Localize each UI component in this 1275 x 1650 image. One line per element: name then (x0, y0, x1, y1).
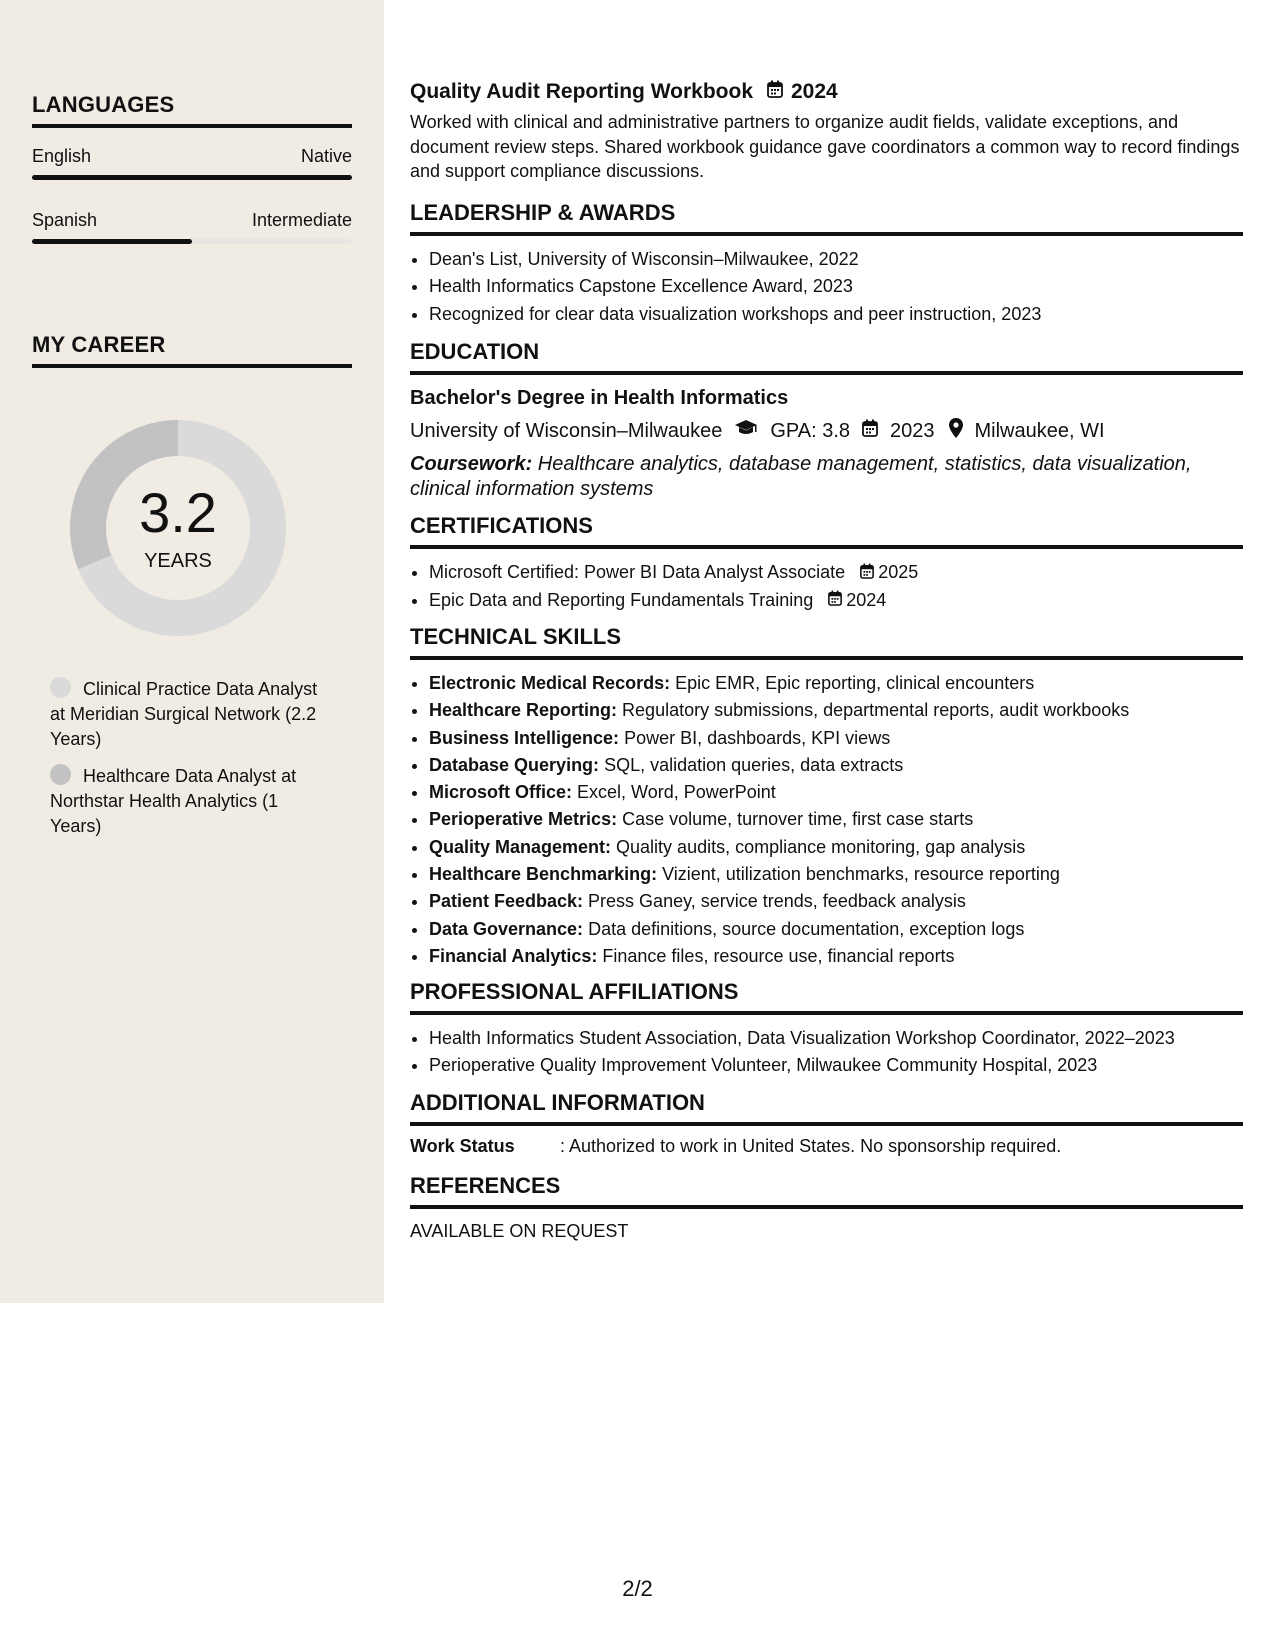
skills-title: TECHNICAL SKILLS (410, 624, 1243, 660)
career-title: MY CAREER (32, 332, 352, 368)
education-title: EDUCATION (410, 339, 1243, 375)
career-legend-item (50, 764, 320, 839)
project-description: Worked with clinical and administrative partners to organize audit fields, validate exceptions, and document review steps. Shared workbook guidance gave coordinators a common way to record findings and support compliance discussions. (410, 112, 1240, 181)
career-legend-label: Healthcare Data Analyst at Northstar Health Analytics (1 Years) (50, 766, 297, 836)
skill-label: Financial Analytics: (429, 945, 598, 966)
coursework (410, 452, 1243, 502)
list-item (429, 806, 1243, 833)
affiliations-title: PROFESSIONAL AFFILIATIONS (410, 979, 1243, 1015)
list-item (429, 697, 1243, 724)
certification-name: Epic Data and Reporting Fundamentals Training (429, 589, 814, 610)
skill-label: Patient Feedback: (429, 891, 584, 912)
skill-text: Excel, Word, PowerPoint (572, 782, 776, 803)
certifications-list (410, 559, 1243, 615)
school-name: University of Wisconsin–Milwaukee (410, 419, 723, 442)
list-item (429, 943, 1243, 970)
certification-year: 2024 (846, 589, 887, 610)
legend-dot-icon (50, 677, 71, 698)
skill-label: Microsoft Office: (429, 782, 573, 803)
project-year: 2024 (791, 80, 838, 103)
list-item: • Dean's List, University of Wisconsin–Milwaukee, 2022 (429, 246, 1243, 273)
skill-label: Healthcare Benchmarking: (429, 864, 658, 885)
calendar-icon (767, 80, 783, 104)
certifications-title: CERTIFICATIONS (410, 513, 1243, 549)
affiliations-list (410, 1025, 1243, 1080)
leadership-list (410, 246, 1243, 328)
skill-text: Case volume, turnover time, first case starts (617, 809, 974, 830)
list-item (429, 916, 1243, 943)
career-section (32, 332, 352, 368)
language-bar-fill (32, 175, 352, 180)
career-donut-chart (64, 414, 292, 642)
skill-label: Data Governance: (429, 918, 584, 939)
project-title-row (410, 80, 838, 104)
languages-title: LANGUAGES (32, 92, 352, 128)
list-item (429, 888, 1243, 915)
list-item (429, 559, 1243, 587)
list-item: • Perioperative Quality Improvement Volunteer, Milwaukee Community Hospital, 2023 (429, 1052, 1243, 1079)
additional-info-title: ADDITIONAL INFORMATION (410, 1090, 1243, 1126)
career-legend-label: Clinical Practice Data Analyst at Meridian Surgical Network (2.2 Years) (50, 679, 318, 749)
coursework-label: Coursework: (410, 453, 533, 475)
work-status-label: Work Status (410, 1136, 515, 1156)
career-legend (50, 677, 320, 851)
skill-label: Quality Management: (429, 836, 612, 857)
language-row (32, 210, 352, 231)
list-item (429, 725, 1243, 752)
skills-list (410, 670, 1243, 970)
coursework-text: Healthcare analytics, database management, statistics, data visualization, clinical information systems (410, 453, 1192, 500)
list-item (429, 779, 1243, 806)
page-number: 2/2 (622, 1576, 653, 1601)
skill-text: Finance files, resource use, financial reports (597, 945, 955, 966)
map-pin-icon (949, 418, 963, 444)
career-legend-item (50, 677, 320, 752)
work-status-row (410, 1136, 1243, 1157)
calendar-icon (828, 587, 842, 614)
language-bar-track (32, 239, 352, 244)
education-details (410, 418, 1243, 444)
list-item (429, 670, 1243, 697)
language-bar-track (32, 175, 352, 180)
additional-info-section (410, 1090, 1243, 1157)
list-item: • Health Informatics Student Association, Data Visualization Workshop Coordinator, 2022–2023 (429, 1025, 1243, 1052)
list-item (429, 834, 1243, 861)
skill-text: Data definitions, source documentation, exception logs (583, 918, 1025, 939)
skill-text: Regulatory submissions, departmental reports, audit workbooks (617, 700, 1130, 721)
list-item (429, 861, 1243, 888)
degree-title: Bachelor's Degree in Health Informatics (410, 387, 789, 409)
references-section (410, 1173, 1243, 1242)
references-title: REFERENCES (410, 1173, 1243, 1209)
skill-text: Epic EMR, Epic reporting, clinical encounters (670, 673, 1035, 693)
leadership-title: LEADERSHIP & AWARDS (410, 200, 1243, 236)
certifications-section (410, 513, 1243, 615)
language-name: Spanish (32, 210, 98, 230)
skill-label: Healthcare Reporting: (429, 700, 618, 721)
calendar-icon (860, 560, 874, 587)
graduation-year: 2023 (890, 419, 935, 442)
list-item: • Health Informatics Capstone Excellence Award, 2023 (429, 273, 1243, 300)
work-status-value: : Authorized to work in United States. No sponsorship required. (560, 1136, 1062, 1156)
sidebar (0, 0, 384, 1303)
skill-label: Perioperative Metrics: (429, 809, 618, 830)
calendar-icon (862, 419, 878, 443)
legend-dot-icon (50, 764, 71, 785)
skill-text: Vizient, utilization benchmarks, resource reporting (657, 864, 1060, 885)
affiliations-section (410, 979, 1243, 1080)
language-level: Native (300, 146, 352, 166)
skill-label: Electronic Medical Records: (429, 673, 671, 693)
skill-text: Press Ganey, service trends, feedback analysis (583, 891, 966, 912)
gpa: GPA: 3.8 (770, 419, 850, 442)
skill-label: Database Querying: (429, 754, 600, 775)
language-row (32, 146, 352, 167)
certification-year: 2025 (878, 562, 919, 582)
list-item (429, 752, 1243, 779)
language-name: English (32, 146, 92, 166)
skills-section (410, 624, 1243, 970)
language-level: Intermediate (251, 210, 352, 230)
skill-label: Business Intelligence: (429, 727, 620, 748)
project-title: Quality Audit Reporting Workbook (410, 80, 753, 103)
skill-text: SQL, validation queries, data extracts (599, 754, 904, 775)
skill-text: Power BI, dashboards, KPI views (619, 727, 891, 748)
education-section (410, 339, 1243, 502)
career-total-years: 3.2 (139, 481, 217, 544)
language-bar-fill (32, 239, 192, 244)
certification-name: Microsoft Certified: Power BI Data Analyst Associate (429, 562, 846, 582)
graduation-cap-icon (734, 419, 758, 443)
list-item (429, 587, 1243, 615)
location: Milwaukee, WI (974, 419, 1105, 442)
career-total-unit: YEARS (144, 550, 212, 572)
leadership-section (410, 200, 1243, 328)
list-item: • Recognized for clear data visualization workshops and peer instruction, 2023 (429, 301, 1243, 328)
languages-section (32, 92, 352, 244)
skill-text: Quality audits, compliance monitoring, gap analysis (611, 836, 1026, 857)
references-text: AVAILABLE ON REQUEST (410, 1221, 629, 1241)
